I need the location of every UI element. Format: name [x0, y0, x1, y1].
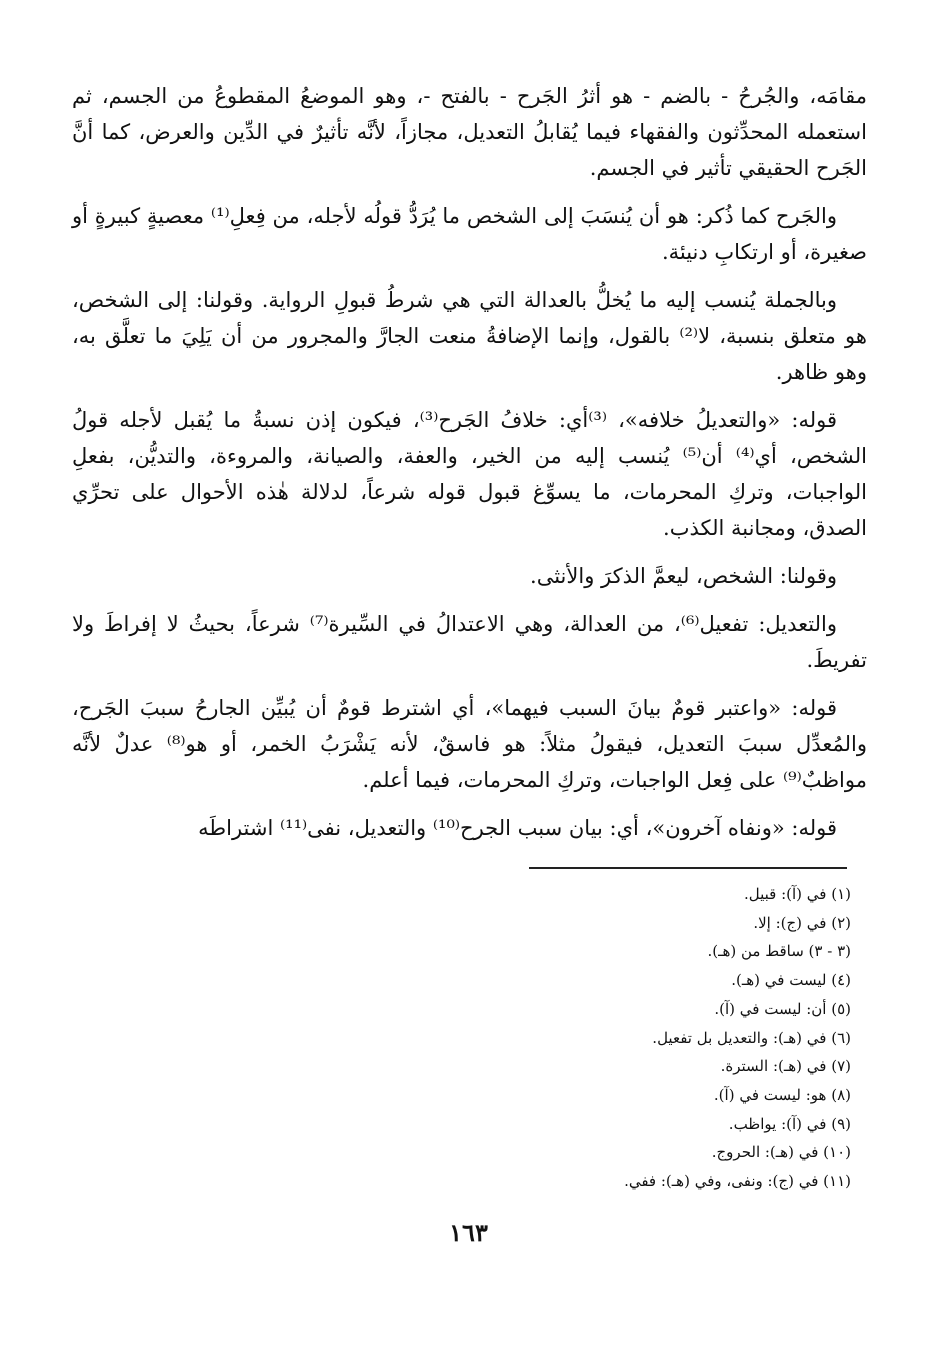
footnotes-list	[151, 880, 851, 1196]
paragraph-6: والتعديل: تفعيل⁽⁶⁾، من العدالة، وهي الاعتدالُ في السِّيرة⁽⁷⁾ شرعاً، بحيثُ لا إفراطَ ولا تفريطَ.	[72, 612, 867, 672]
footnote-divider	[529, 867, 847, 869]
paragraph-2: والجَرح كما ذُكر: هو أن يُنسَبَ إلى الشخص ما يُرَدُّ قولُه لأجله، من فِعلِ⁽¹⁾ معصيةٍ كبيرةٍ أو صغيرة، أو ارتكابِ دنيئة.	[72, 204, 867, 264]
footnote-9: (٩) في (آ): يواظب.	[728, 1114, 851, 1133]
footnote-8: (٨) هو: ليست في (آ).	[713, 1085, 851, 1104]
paragraph-7: قوله: «واعتبر قومٌ بيانَ السبب فيهما»، أي اشترط قومٌ أن يُبيِّن الجارحُ سببَ الجَرح، والمُعدِّل سببَ التعديل، فيقولُ مثلاً: هو فاسقٌ، لأنه يَشْرَبُ الخمر، أو هو⁽⁸⁾ عدلٌ لأنَّه مواظبٌ⁽⁹⁾ على فِعل الواجبات، وتركِ المحرمات، فيما أعلم.	[72, 696, 867, 792]
footnote-7: (٧) في (هـ): السترة.	[720, 1057, 851, 1076]
footnote-5: (٥) أن: ليست في (آ).	[714, 999, 851, 1018]
footnote-10: (١٠) في (هـ): الحروج.	[711, 1143, 851, 1162]
paragraph-1: مقامَه، والجُرحُ - بالضم - هو أثرُ الجَرح - بالفتح -، وهو الموضعُ المقطوعُ من الجسم، ثم استعمله المحدِّثون والفقهاء فيما يُقابلُ التعديل، مجازاً، لأنَّه تأثيرٌ في الدِّين والعرض، كما أنَّ الجَرح الحقيقي تأثير في الجسم.	[72, 84, 867, 180]
paragraph-3: وبالجملة يُنسب إليه ما يُخلُّ بالعدالة التي هي شرطُ قبولِ الرواية. وقولنا: إلى الشخص، هو متعلق بنسبة، لا⁽²⁾ بالقول، وإنما الإضافةُ منعت الجارَّ والمجرور من أن يَلِيَ ما تعلَّق به، وهو ظاهر.	[72, 288, 867, 384]
footnote-4: (٤) ليست في (هـ).	[731, 971, 851, 990]
paragraph-5: وقولنا: الشخص، ليعمَّ الذكرَ والأنثى.	[530, 564, 837, 588]
footnote-1: (١) في (آ): قبيل.	[743, 885, 851, 903]
footnote-6: (٦) في (هـ): والتعديل بل تفعيل.	[652, 1028, 851, 1047]
footnote-2: (٢) في (ج): إلا.	[753, 913, 851, 932]
page-number: ١٦٣	[449, 1218, 488, 1247]
footnote-3: (٣ - ٣) ساقط من (هـ).	[707, 942, 851, 961]
main-text	[72, 78, 867, 858]
footnote-11: (١١) في (ج): ونفى، وفي (هـ): ففي.	[624, 1172, 851, 1191]
paragraph-4: قوله: «والتعديلُ خلافه»، ⁽³⁾أي: خلافُ الجَرح⁽³⁾، فيكون إذن نسبةُ ما يُقبل لأجله قولُ الشخص، أي⁽⁴⁾ أن⁽⁵⁾ يُنسب إليه من الخير، والعفة، والصيانة، والمروءة، والتديُّن، بفعلِ الواجبات، وتركِ المحرمات، ما يسوِّغ قبول قوله شرعاً، لدلالة هٰذه الأحوال على تحرِّي الصدق، ومجانبة الكذب.	[72, 408, 867, 540]
paragraph-8: قوله: «ونفاه آخرون»، أي: بيان سبب الجرح⁽¹⁰⁾ والتعديل، نفى⁽¹¹⁾ اشتراطَه	[198, 816, 837, 840]
